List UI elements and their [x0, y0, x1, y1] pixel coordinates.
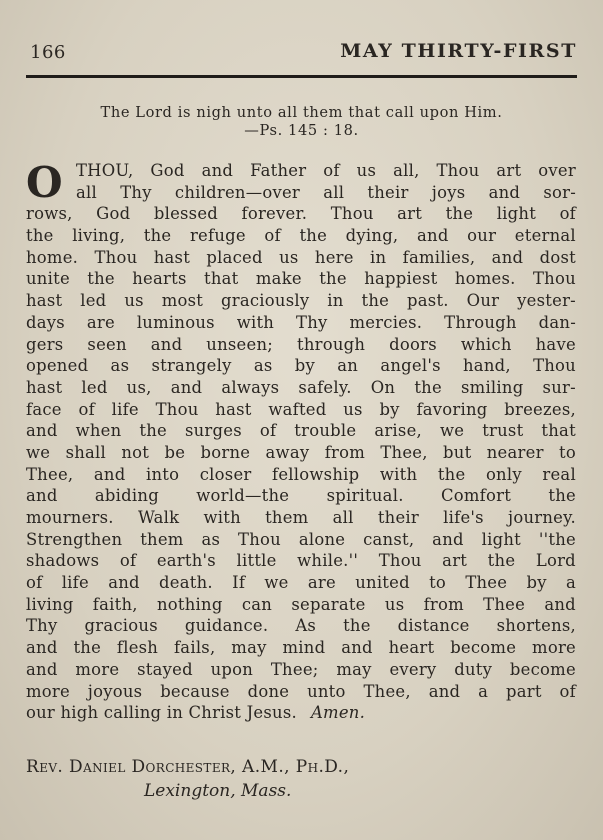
word: Thou	[533, 356, 576, 376]
prayer-line	[26, 312, 576, 334]
word: all	[332, 508, 354, 527]
word: from	[324, 442, 366, 462]
word: every	[389, 659, 437, 679]
word: joys	[431, 182, 466, 202]
word: more	[26, 681, 70, 701]
word: distance	[397, 616, 470, 636]
word: As	[295, 616, 317, 636]
word: the	[87, 269, 115, 289]
epigraph-reference: —Ps. 145 : 18.	[244, 122, 359, 139]
author-name: Rev. Daniel Dorchester, A.M., Ph.D.,	[26, 757, 350, 777]
word: we	[264, 573, 289, 593]
word: and	[26, 638, 58, 658]
word: hast	[153, 247, 191, 267]
word: and	[341, 638, 373, 658]
word: Comfort	[440, 486, 512, 506]
word: always	[221, 377, 280, 397]
word: may	[336, 659, 372, 679]
word: shadows	[26, 551, 100, 571]
word: fellowship	[272, 464, 360, 484]
word: mind	[282, 638, 326, 658]
word: the	[437, 464, 466, 484]
word: Thy	[296, 312, 328, 332]
word: Thee,	[26, 464, 74, 484]
prayer-line	[26, 399, 576, 421]
word: past.	[407, 291, 449, 311]
word: life's	[443, 508, 484, 527]
word: life	[111, 399, 139, 419]
word: us	[279, 247, 299, 267]
word: days	[26, 312, 65, 332]
word: the	[414, 377, 442, 397]
word: Our	[466, 291, 500, 311]
word: united	[355, 573, 410, 593]
prayer-line	[26, 290, 576, 312]
word: unto	[307, 681, 346, 701]
word: light	[481, 529, 521, 549]
word: of	[323, 161, 340, 180]
word: guidance.	[184, 616, 269, 636]
running-head: MAY THIRTY-FIRST	[340, 40, 577, 62]
word: to	[429, 573, 447, 593]
word: of	[78, 399, 95, 419]
word: strangely	[151, 356, 232, 376]
word: earth's	[156, 551, 216, 571]
word: light	[496, 204, 537, 224]
word: opened	[26, 356, 89, 376]
prayer-line	[26, 268, 576, 290]
word: unite	[26, 269, 70, 289]
word: and	[428, 681, 461, 701]
word: all	[76, 182, 98, 202]
word: have	[535, 334, 576, 354]
word: Thou	[330, 204, 374, 224]
word: of	[264, 226, 281, 246]
prayer-line	[26, 702, 576, 724]
word: with	[379, 464, 418, 484]
word: by	[294, 356, 315, 376]
word: when	[75, 421, 122, 441]
word: of	[559, 204, 576, 224]
word: to	[558, 442, 576, 462]
word: from	[423, 594, 464, 614]
word: of	[259, 421, 277, 441]
word: journey.	[508, 508, 576, 527]
word: arise,	[374, 421, 422, 441]
word: and	[93, 464, 126, 484]
word: with	[203, 508, 241, 527]
page-number: 166	[30, 42, 66, 63]
prayer-line	[26, 225, 576, 247]
word: God	[96, 204, 131, 224]
word: art	[442, 551, 468, 571]
word: surges	[184, 421, 242, 441]
word: hast	[26, 291, 63, 311]
word: happiest	[364, 269, 438, 289]
word: art	[397, 204, 423, 224]
word: our	[467, 226, 497, 246]
word: rows,	[26, 204, 73, 224]
word: through	[296, 334, 366, 354]
word: a	[478, 681, 489, 701]
word: while.''	[297, 551, 359, 571]
epigraph-text: The Lord is nigh unto all them that call upon Him.	[100, 104, 503, 121]
word: Thou	[533, 269, 576, 289]
word: seen	[87, 334, 127, 354]
word: smiling	[460, 377, 524, 397]
word: them	[265, 508, 309, 527]
word: the	[299, 226, 328, 246]
word: are	[307, 573, 336, 593]
word: Thou	[436, 161, 480, 180]
word: of	[119, 551, 137, 571]
word: of	[26, 573, 43, 593]
prayer-line	[26, 637, 576, 659]
prayer-line	[26, 247, 576, 269]
word: THOU,	[76, 161, 134, 180]
prayer-line	[26, 420, 576, 442]
word: away	[265, 442, 310, 462]
word: their	[367, 182, 409, 202]
word: eternal	[514, 226, 576, 246]
word: us,	[126, 377, 152, 397]
word: the	[143, 226, 172, 246]
word: by	[526, 573, 547, 593]
prayer-last-line-text: our high calling in Christ Jesus.	[26, 703, 297, 723]
word: families,	[402, 247, 476, 267]
word: canst,	[363, 529, 415, 549]
word: dan-	[538, 312, 576, 332]
word: the	[139, 421, 167, 441]
word: shall	[65, 442, 107, 462]
word: art	[496, 161, 522, 180]
word: can	[241, 594, 273, 614]
word: separate	[291, 594, 366, 614]
prayer-line	[26, 615, 576, 637]
prayer-line	[26, 572, 576, 594]
word: and	[108, 573, 140, 593]
word: living,	[72, 226, 126, 246]
word: abiding	[94, 486, 159, 506]
prayer-body	[26, 160, 576, 724]
word: Thee	[483, 594, 526, 614]
prayer-line	[26, 550, 576, 572]
word: hast	[26, 377, 63, 397]
word: the	[26, 226, 54, 246]
prayer-line	[26, 464, 576, 486]
word: sor-	[543, 182, 576, 202]
word: Thy	[26, 616, 58, 636]
word: sur-	[542, 377, 576, 397]
word: wafted	[268, 399, 327, 419]
word: closer	[199, 464, 252, 484]
word: part	[505, 681, 542, 701]
word: the	[548, 486, 576, 506]
amen-closing: Amen.	[310, 703, 366, 723]
word: led	[81, 377, 108, 397]
word: all	[323, 182, 345, 202]
word: fails,	[173, 638, 216, 658]
word: the	[319, 269, 347, 289]
word: as	[201, 529, 221, 549]
word: an	[337, 356, 359, 376]
word: yester-	[517, 291, 576, 311]
word: the	[343, 616, 371, 636]
word: the	[73, 638, 102, 658]
word: flesh	[116, 638, 159, 658]
word: favoring	[416, 399, 488, 419]
word: the	[445, 204, 474, 224]
word: not	[121, 442, 150, 462]
word: children—over	[174, 182, 300, 202]
word: breezes,	[504, 399, 576, 419]
prayer-line	[26, 377, 576, 399]
word: with	[236, 312, 275, 332]
word: and	[26, 486, 58, 506]
word: doors	[389, 334, 437, 354]
word: If	[232, 573, 246, 593]
word: as	[253, 356, 273, 376]
prayer-line	[26, 203, 576, 225]
word: safely.	[298, 377, 352, 397]
word: the	[361, 291, 390, 311]
word: stayed	[137, 659, 193, 679]
word: become	[509, 659, 576, 679]
word: into	[145, 464, 180, 484]
word: only	[485, 464, 522, 484]
word: and	[150, 334, 183, 354]
prayer-line	[26, 529, 576, 551]
word: led	[80, 291, 107, 311]
prayer-line	[26, 485, 576, 507]
word: joyous	[87, 681, 143, 701]
drop-cap: O	[26, 158, 63, 207]
word: that	[541, 421, 576, 441]
word: nearer	[486, 442, 544, 462]
word: be	[164, 442, 186, 462]
word: in	[327, 291, 344, 311]
word: in	[370, 247, 387, 267]
word: alone	[298, 529, 346, 549]
word: and	[201, 161, 234, 180]
word: and	[544, 594, 576, 614]
word: over	[538, 161, 576, 180]
signature	[26, 755, 349, 803]
word: blessed	[153, 204, 219, 224]
word: gers	[26, 334, 64, 354]
word: we	[26, 442, 51, 462]
word: refuge	[189, 226, 246, 246]
word: duty	[454, 659, 493, 679]
word: their	[377, 508, 419, 527]
word: Thou	[378, 551, 422, 571]
word: and	[170, 377, 203, 397]
prayer-line	[26, 681, 576, 703]
prayer-line	[26, 594, 576, 616]
page-header	[26, 38, 577, 68]
word: dost	[539, 247, 576, 267]
word: more	[75, 659, 120, 679]
word: the	[487, 551, 516, 571]
word: here	[314, 247, 354, 267]
word: all,	[393, 161, 420, 180]
word: shortens,	[496, 616, 576, 636]
word: of	[559, 681, 576, 701]
word: mercies.	[349, 312, 423, 332]
word: them	[140, 529, 184, 549]
word: gracious	[84, 616, 158, 636]
word: home.	[26, 247, 79, 267]
word: a	[565, 573, 576, 593]
word: more	[532, 638, 576, 658]
word: Thee;	[270, 659, 319, 679]
word: trouble	[294, 421, 357, 441]
word: Thou	[155, 399, 199, 419]
word: Thy	[120, 182, 152, 202]
word: Thou	[94, 247, 138, 267]
word: living	[26, 594, 74, 614]
word: ''the	[538, 529, 576, 549]
prayer-line	[26, 507, 576, 529]
word: and	[488, 182, 521, 202]
prayer-line	[26, 659, 576, 681]
word: that	[204, 269, 239, 289]
header-rule	[26, 75, 577, 78]
word: done	[247, 681, 290, 701]
word: forever.	[241, 204, 308, 224]
word: and	[417, 226, 449, 246]
word: us	[384, 594, 405, 614]
epigraph	[30, 104, 573, 140]
prayer-line	[26, 334, 576, 356]
word: nothing	[156, 594, 223, 614]
word: face	[26, 399, 62, 419]
word: Thou	[238, 529, 281, 549]
word: Strengthen	[26, 529, 123, 549]
prayer-line	[26, 355, 576, 377]
word: unseen;	[206, 334, 274, 354]
word: Thee,	[363, 681, 411, 701]
word: luminous	[136, 312, 215, 332]
word: Thee	[465, 573, 508, 593]
word: trust	[482, 421, 524, 441]
word: homes.	[454, 269, 516, 289]
word: as	[110, 356, 130, 376]
word: by	[379, 399, 400, 419]
prayer-line	[26, 160, 576, 182]
word: Lord	[535, 551, 576, 571]
word: real	[542, 464, 576, 484]
word: Through	[444, 312, 517, 332]
word: most	[161, 291, 204, 311]
word: On	[370, 377, 396, 397]
word: spiritual.	[326, 486, 404, 506]
word: but	[443, 442, 472, 462]
word: become	[450, 638, 517, 658]
word: upon	[210, 659, 254, 679]
prayer-line	[26, 182, 576, 204]
word: graciously	[221, 291, 310, 311]
word: because	[160, 681, 230, 701]
word: we	[439, 421, 465, 441]
word: life	[61, 573, 89, 593]
word: death.	[159, 573, 213, 593]
word: which	[460, 334, 512, 354]
word: Walk	[137, 508, 180, 527]
word: hast	[215, 399, 252, 419]
word: heart	[388, 638, 435, 658]
word: faith,	[92, 594, 138, 614]
word: hand,	[462, 356, 511, 376]
word: mourners.	[26, 508, 114, 527]
word: and	[26, 659, 58, 679]
word: placed	[206, 247, 263, 267]
word: us	[343, 399, 363, 419]
word: God	[150, 161, 185, 180]
word: may	[231, 638, 267, 658]
word: and	[491, 247, 524, 267]
word: angel's	[380, 356, 441, 376]
word: us	[356, 161, 377, 180]
author-location: Lexington, Mass.	[144, 781, 292, 801]
word: and	[432, 529, 464, 549]
word: are	[86, 312, 115, 332]
word: dying,	[345, 226, 399, 246]
word: us	[124, 291, 144, 311]
word: hearts	[132, 269, 187, 289]
word: little	[236, 551, 277, 571]
prayer-line	[26, 442, 576, 464]
word: borne	[200, 442, 251, 462]
word: make	[255, 269, 302, 289]
word: and	[26, 421, 58, 441]
word: Father	[250, 161, 307, 180]
word: Thee,	[380, 442, 428, 462]
word: world—the	[196, 486, 290, 506]
